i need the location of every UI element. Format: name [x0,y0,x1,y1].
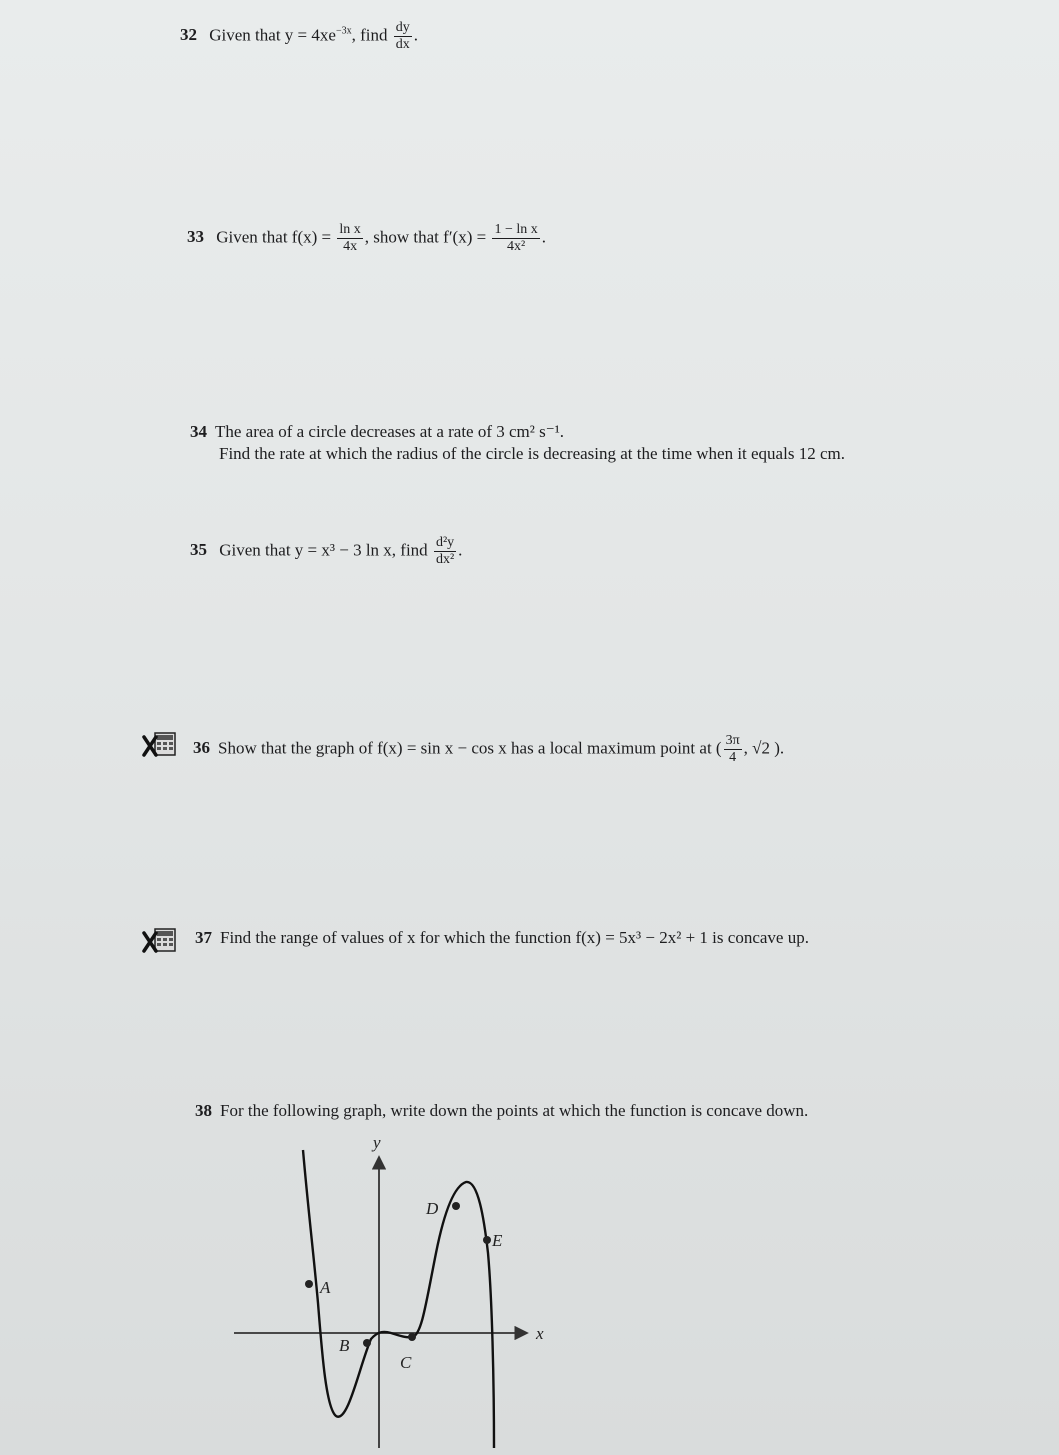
point-d-label: D [426,1199,439,1218]
end-mark: . [541,227,546,247]
fraction-numerator: dy [395,20,410,35]
point-a-marker [305,1280,313,1288]
expression: y = x³ − 3 ln x, [294,540,397,560]
point-b-label: B [339,1336,350,1355]
second-derivative-fraction [434,535,456,568]
question-36 [193,733,784,766]
question-line-1: The area of a circle decreases at a rate of 3 cm² s⁻¹. [215,422,565,441]
point-rest: , √2 ). [743,738,785,758]
question-lead: Given that [209,25,281,45]
question-37 [195,928,809,948]
question-tail: , find [351,25,388,45]
point-e-marker [483,1236,491,1244]
fraction-denominator: 4x [343,239,358,254]
fraction-denominator: 4x² [507,239,526,254]
expression-f: f(x) = [291,227,332,247]
point-c-label: C [400,1353,412,1372]
question-text: For the following graph, write down the points at which the function is concave down. [220,1101,809,1120]
question-number: 38 [195,1101,212,1120]
x-axis-label: x [536,1324,544,1343]
question-34 [190,421,845,465]
question-lead: Given that [219,540,291,560]
question-text: Find the range of values of x for which the function f(x) = 5x³ − 2x² + 1 is concave up. [220,928,809,947]
end-mark: . [458,540,463,560]
point-d-marker [452,1202,460,1210]
question-38 [195,1101,808,1121]
expression: y = 4xe [284,25,336,45]
fraction-denominator: dx² [435,552,455,567]
fraction-fprime [492,222,539,255]
question-line-2: Find the rate at which the radius of the circle is decreasing at the time when it equals 12 cm. [219,444,845,463]
fraction-f [337,222,362,255]
question-number: 36 [193,738,210,758]
question-number: 37 [195,928,212,947]
derivative-fraction [394,20,412,53]
function-curve [303,1150,494,1448]
point-a-label: A [320,1278,331,1297]
concavity-graph [226,1128,566,1448]
question-number: 34 [190,422,207,441]
question-32 [180,20,418,53]
question-number: 33 [187,227,204,247]
fraction-numerator: d²y [435,535,455,550]
end-mark: . [413,25,418,45]
point-e-label: E [492,1231,503,1250]
y-axis-label: y [373,1133,381,1152]
question-number: 32 [180,25,197,45]
open-paren: ( [715,738,722,758]
fraction-denominator: dx [395,37,410,52]
question-35 [190,535,462,568]
fraction-numerator: ln x [339,222,361,237]
question-33 [187,222,546,255]
calculator-icon [142,731,176,757]
question-lead: Show that the graph of f(x) = sin x − cos x has a local maximum point at [218,738,712,758]
question-tail: find [400,540,428,560]
exponent: −3x [335,25,352,37]
fraction-denominator: 4 [729,750,737,765]
fraction-3pi-4 [724,733,742,766]
question-mid: , show that [364,227,439,247]
question-lead: Given that [216,227,288,247]
fraction-numerator: 1 − ln x [494,222,538,237]
point-c-marker [408,1333,416,1341]
question-number: 35 [190,540,207,560]
fraction-numerator: 3π [725,733,740,748]
expression-fprime: f′(x) = [443,227,487,247]
point-b-marker [363,1339,371,1347]
calculator-icon [142,927,176,953]
